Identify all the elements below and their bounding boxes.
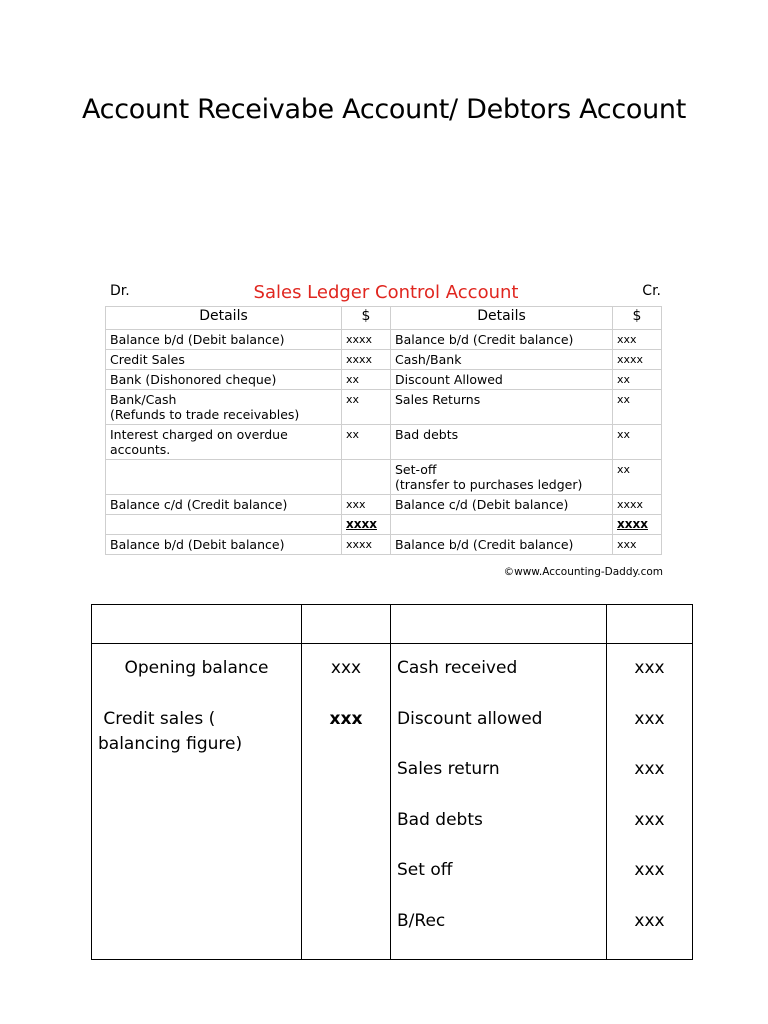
ledger-row xyxy=(106,425,662,460)
ledger-cr-amount: xxx xyxy=(613,330,662,350)
header-cell xyxy=(391,605,607,644)
ledger-row xyxy=(106,495,662,515)
ledger-cr-amount: xx xyxy=(613,460,662,495)
ledger-cr-details: Balance b/d (Credit balance) xyxy=(391,330,613,350)
credit-item-label: Set off xyxy=(397,860,453,880)
ledger-dr-amount: xxxx xyxy=(342,515,391,535)
debtors-account-table xyxy=(91,604,693,960)
credit-item-label: Bad debts xyxy=(397,809,483,830)
header-row xyxy=(92,605,693,644)
ledger-cr-amount: xx xyxy=(613,370,662,390)
ledger-cr-details xyxy=(391,515,613,535)
ledger-row xyxy=(106,350,662,370)
ledger-dr-details xyxy=(106,460,342,495)
debit-item-label: Credit sales ( balancing figure) xyxy=(98,708,243,754)
credit-item-label: B/Rec xyxy=(397,910,446,931)
credit-label: Cr. xyxy=(642,283,661,299)
ledger-cr-details: Set-off (transfer to purchases ledger) xyxy=(391,460,613,495)
ledger-row xyxy=(106,370,662,390)
ledger-dr-amount: xx xyxy=(342,390,391,425)
sales-ledger-image xyxy=(105,280,667,578)
ledger-dr-amount: xx xyxy=(342,370,391,390)
ledger-dr-amount: xx xyxy=(342,425,391,460)
ledger-row xyxy=(106,535,662,555)
header-amount-cr: $ xyxy=(613,307,662,330)
ledger-dr-amount: xxx xyxy=(342,495,391,515)
ledger-dr-amount: xxxx xyxy=(342,350,391,370)
ledger-cr-details: Sales Returns xyxy=(391,390,613,425)
ledger-dr-details: Balance b/d (Debit balance) xyxy=(106,330,342,350)
body-row xyxy=(92,644,693,960)
credit-item-label: Sales return xyxy=(397,759,500,779)
ledger-cr-amount: xxxx xyxy=(613,350,662,370)
credit-item-label: Cash received xyxy=(397,658,518,678)
ledger-row xyxy=(106,330,662,350)
ledger-cr-amount: xx xyxy=(613,390,662,425)
credit-details-cell xyxy=(391,644,607,960)
debit-details-cell xyxy=(92,644,302,960)
ledger-row xyxy=(106,390,662,425)
ledger-cr-details: Bad debts xyxy=(391,425,613,460)
ledger-cr-details: Cash/Bank xyxy=(391,350,613,370)
ledger-header xyxy=(105,280,667,306)
ledger-dr-amount: xxxx xyxy=(342,535,391,555)
header-cell xyxy=(607,605,693,644)
copyright-text: ©www.Accounting-Daddy.com xyxy=(503,566,663,578)
ledger-dr-details: Credit Sales xyxy=(106,350,342,370)
ledger-dr-details: Bank/Cash (Refunds to trade receivables) xyxy=(106,390,342,425)
header-details-dr: Details xyxy=(106,307,342,330)
debit-label: Dr. xyxy=(110,283,130,299)
ledger-cr-details: Discount Allowed xyxy=(391,370,613,390)
credit-item-amount: xxx xyxy=(634,910,665,931)
debit-item-amount: xxx xyxy=(330,658,362,678)
ledger-dr-details xyxy=(106,515,342,535)
header-cell xyxy=(92,605,302,644)
ledger-header-row xyxy=(106,307,662,330)
credit-item-amount: xxx xyxy=(634,759,665,779)
ledger-dr-details: Balance b/d (Debit balance) xyxy=(106,535,342,555)
debit-amount-cell xyxy=(302,644,391,960)
credit-item-amount: xxx xyxy=(634,658,665,678)
ledger-dr-amount xyxy=(342,460,391,495)
ledger-row xyxy=(106,515,662,535)
header-details-cr: Details xyxy=(391,307,613,330)
credit-item-amount: xxx xyxy=(634,708,665,729)
header-cell xyxy=(302,605,391,644)
ledger-cr-amount: xxxx xyxy=(613,495,662,515)
ledger-table xyxy=(105,306,662,555)
ledger-cr-details: Balance b/d (Credit balance) xyxy=(391,535,613,555)
credit-amount-cell xyxy=(607,644,693,960)
header-amount-dr: $ xyxy=(342,307,391,330)
debit-item-label: Opening balance xyxy=(124,658,269,678)
ledger-cr-details: Balance c/d (Debit balance) xyxy=(391,495,613,515)
ledger-cr-amount: xxx xyxy=(613,535,662,555)
debit-item-amount: xxx xyxy=(329,708,363,729)
ledger-cr-amount: xxxx xyxy=(613,515,662,535)
ledger-cr-amount: xx xyxy=(613,425,662,460)
credit-item-amount: xxx xyxy=(634,860,665,880)
credit-item-amount: xxx xyxy=(634,809,665,830)
ledger-title: Sales Ledger Control Account xyxy=(253,282,519,303)
ledger-row xyxy=(106,460,662,495)
ledger-dr-details: Balance c/d (Credit balance) xyxy=(106,495,342,515)
ledger-dr-details: Bank (Dishonored cheque) xyxy=(106,370,342,390)
ledger-dr-details: Interest charged on overdue accounts. xyxy=(106,425,342,460)
ledger-dr-amount: xxxx xyxy=(342,330,391,350)
page-title: Account Receivabe Account/ Debtors Account xyxy=(81,94,687,125)
credit-item-label: Discount allowed xyxy=(397,708,543,729)
